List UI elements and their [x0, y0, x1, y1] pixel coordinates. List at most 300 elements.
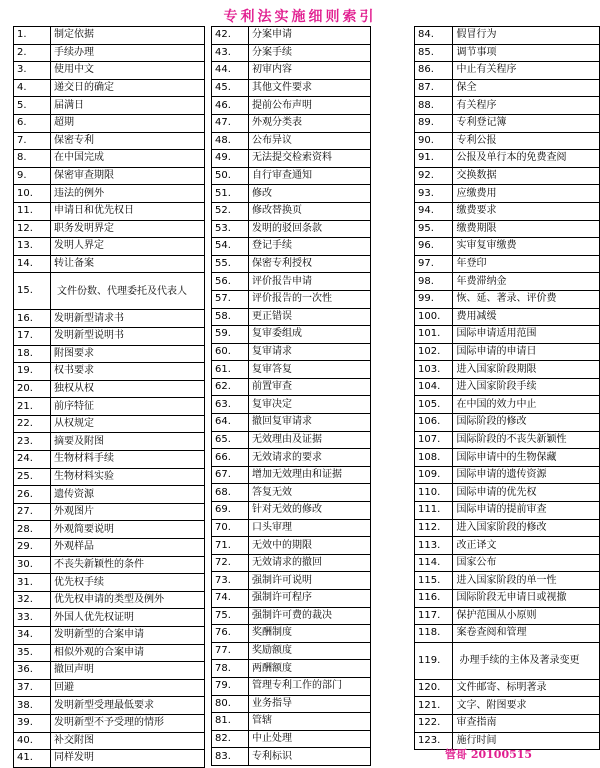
- table-row: [14, 556, 205, 574]
- item-title: 在中国完成: [51, 150, 205, 168]
- item-number: 21.: [14, 398, 51, 416]
- table-row: [14, 415, 205, 433]
- item-number: 67.: [212, 466, 249, 484]
- table-row: [14, 44, 205, 62]
- item-number: 3.: [14, 62, 51, 80]
- item-number: 120.: [415, 679, 453, 697]
- table-row: [212, 730, 371, 748]
- item-number: 44.: [212, 62, 249, 80]
- table-row: [415, 27, 600, 45]
- item-number: 29.: [14, 539, 51, 557]
- item-title: 登记手续: [249, 238, 371, 256]
- table-row: [14, 62, 205, 80]
- item-number: 53.: [212, 220, 249, 238]
- item-title: 从权规定: [51, 415, 205, 433]
- item-title: 无效请求的撤回: [249, 554, 371, 572]
- item-title: 应缴费用: [453, 185, 600, 203]
- item-number: 33.: [14, 609, 51, 627]
- item-title: 假冒行为: [453, 27, 600, 45]
- table-row: [14, 27, 205, 45]
- item-number: 6.: [14, 114, 51, 132]
- table-row: [212, 97, 371, 115]
- item-title: 生物材料实验: [51, 468, 205, 486]
- table-row: [14, 398, 205, 416]
- item-number: 102.: [415, 343, 453, 361]
- item-title: 奖酬制度: [249, 625, 371, 643]
- table-row: [415, 44, 600, 62]
- item-title: 外观分类表: [249, 114, 371, 132]
- table-row: [14, 574, 205, 592]
- table-row: [212, 502, 371, 520]
- table-row: [212, 554, 371, 572]
- item-number: 35.: [14, 644, 51, 662]
- item-title: 国家公布: [453, 554, 600, 572]
- item-number: 73.: [212, 572, 249, 590]
- item-title: 外国人优先权证明: [51, 609, 205, 627]
- item-title: 国际阶段的不丧失新颖性: [453, 431, 600, 449]
- item-number: 31.: [14, 574, 51, 592]
- item-title: 进入国家阶段期限: [453, 361, 600, 379]
- item-number: 99.: [415, 290, 453, 308]
- item-number: 80.: [212, 695, 249, 713]
- item-title: 复审请求: [249, 343, 371, 361]
- item-number: 40.: [14, 732, 51, 750]
- table-row: [212, 343, 371, 361]
- table-row: [415, 238, 600, 256]
- table-row: [415, 132, 600, 150]
- item-title: 权书要求: [51, 363, 205, 381]
- item-number: 75.: [212, 607, 249, 625]
- item-number: 110.: [415, 484, 453, 502]
- table-row: [415, 343, 600, 361]
- item-number: 115.: [415, 572, 453, 590]
- table-row: [415, 697, 600, 715]
- item-title: 发明新型的合案申请: [51, 627, 205, 645]
- item-number: 93.: [415, 185, 453, 203]
- table-row: [14, 609, 205, 627]
- item-number: 122.: [415, 714, 453, 732]
- item-title: 职务发明界定: [51, 220, 205, 238]
- item-title: 递交日的确定: [51, 79, 205, 97]
- item-number: 83.: [212, 748, 249, 766]
- item-title: 评价报告申请: [249, 273, 371, 291]
- item-number: 116.: [415, 590, 453, 608]
- item-title: 实审复审缴费: [453, 238, 600, 256]
- item-title: 国际申请的申请日: [453, 343, 600, 361]
- item-title: 公报及单行本的免费查阅: [453, 150, 600, 168]
- item-title: 文件份数、代理委托及代表人: [51, 273, 205, 310]
- item-title: 不丧失新颖性的条件: [51, 556, 205, 574]
- item-number: 111.: [415, 502, 453, 520]
- item-number: 30.: [14, 556, 51, 574]
- item-number: 71.: [212, 537, 249, 555]
- item-title: 前置审查: [249, 378, 371, 396]
- item-title: 国际申请的遗传资源: [453, 466, 600, 484]
- table-row: [14, 185, 205, 203]
- item-title: 申请日和优先权日: [51, 202, 205, 220]
- table-row: [212, 273, 371, 291]
- item-number: 119.: [415, 642, 453, 679]
- table-row: [14, 697, 205, 715]
- item-title: 优先权手续: [51, 574, 205, 592]
- item-title: 分案手续: [249, 44, 371, 62]
- table-row: [14, 310, 205, 328]
- item-title: 国际申请中的生物保藏: [453, 449, 600, 467]
- item-number: 1.: [14, 27, 51, 45]
- table-row: [212, 62, 371, 80]
- table-row: [212, 449, 371, 467]
- page-title: 专利法实施细则索引: [223, 9, 377, 25]
- item-title: 转让备案: [51, 255, 205, 273]
- item-title: 制定依据: [51, 27, 205, 45]
- table-row: [415, 150, 600, 168]
- item-title: 附图要求: [51, 345, 205, 363]
- item-title: 管理专利工作的部门: [249, 677, 371, 695]
- table-row: [212, 642, 371, 660]
- table-row: [14, 114, 205, 132]
- item-number: 27.: [14, 503, 51, 521]
- item-title: 答复无效: [249, 484, 371, 502]
- item-number: 14.: [14, 255, 51, 273]
- item-number: 45.: [212, 79, 249, 97]
- item-title: 缴费期限: [453, 220, 600, 238]
- item-title: 同样发明: [51, 750, 205, 768]
- item-number: 118.: [415, 625, 453, 643]
- item-number: 62.: [212, 378, 249, 396]
- item-number: 47.: [212, 114, 249, 132]
- table-row: [415, 255, 600, 273]
- item-title: 在中国的效力中止: [453, 396, 600, 414]
- item-title: 外观样品: [51, 539, 205, 557]
- table-row: [212, 396, 371, 414]
- item-title: 发明新型受理最低要求: [51, 697, 205, 715]
- item-number: 103.: [415, 361, 453, 379]
- item-number: 81.: [212, 713, 249, 731]
- table-row: [14, 167, 205, 185]
- item-title: 国际申请的优先权: [453, 484, 600, 502]
- item-number: 96.: [415, 238, 453, 256]
- item-title: 前序特征: [51, 398, 205, 416]
- item-title: 恢、延、著录、评价费: [453, 290, 600, 308]
- table-row: [212, 414, 371, 432]
- table-row: [14, 627, 205, 645]
- item-title: 奖励额度: [249, 642, 371, 660]
- item-title: 保密审查期限: [51, 167, 205, 185]
- item-title: 缴费要求: [453, 202, 600, 220]
- table-row: [14, 591, 205, 609]
- item-title: 增加无效理由和证据: [249, 466, 371, 484]
- item-number: 123.: [415, 732, 453, 750]
- table-row: [415, 554, 600, 572]
- table-row: [212, 519, 371, 537]
- item-title: 撤回声明: [51, 662, 205, 680]
- item-number: 16.: [14, 310, 51, 328]
- item-number: 26.: [14, 486, 51, 504]
- item-number: 68.: [212, 484, 249, 502]
- table-row: [212, 44, 371, 62]
- item-title: 保密专利授权: [249, 255, 371, 273]
- table-row: [415, 607, 600, 625]
- item-title: 专利公报: [453, 132, 600, 150]
- table-row: [14, 521, 205, 539]
- item-number: 12.: [14, 220, 51, 238]
- item-title: 强制许可程序: [249, 590, 371, 608]
- table-row: [212, 308, 371, 326]
- item-title: 无效理由及证据: [249, 431, 371, 449]
- item-number: 23.: [14, 433, 51, 451]
- table-row: [415, 519, 600, 537]
- item-number: 113.: [415, 537, 453, 555]
- table-row: [212, 79, 371, 97]
- table-row: [14, 732, 205, 750]
- table-row: [415, 361, 600, 379]
- item-number: 77.: [212, 642, 249, 660]
- item-title: 发明新型说明书: [51, 327, 205, 345]
- item-title: 审查指南: [453, 714, 600, 732]
- item-number: 59.: [212, 326, 249, 344]
- item-title: 国际阶段的修改: [453, 414, 600, 432]
- item-number: 70.: [212, 519, 249, 537]
- item-title: 外观图片: [51, 503, 205, 521]
- table-row: [415, 220, 600, 238]
- item-number: 85.: [415, 44, 453, 62]
- item-title: 年费滞纳金: [453, 273, 600, 291]
- table-row: [415, 449, 600, 467]
- item-title: 进入国家阶段的单一性: [453, 572, 600, 590]
- table-row: [14, 486, 205, 504]
- table-row: [415, 79, 600, 97]
- table-row: [212, 27, 371, 45]
- item-number: 22.: [14, 415, 51, 433]
- table-row: [14, 539, 205, 557]
- item-number: 101.: [415, 326, 453, 344]
- index-table-1: [13, 26, 205, 768]
- table-row: [415, 114, 600, 132]
- table-row: [212, 537, 371, 555]
- item-number: 64.: [212, 414, 249, 432]
- table-row: [415, 642, 600, 679]
- table-row: [415, 537, 600, 555]
- item-title: 年登印: [453, 255, 600, 273]
- item-number: 38.: [14, 697, 51, 715]
- table-row: [212, 607, 371, 625]
- table-row: [14, 202, 205, 220]
- item-title: 生物材料手续: [51, 451, 205, 469]
- table-row: [212, 484, 371, 502]
- table-row: [14, 150, 205, 168]
- item-title: 专利标识: [249, 748, 371, 766]
- item-title: 独权从权: [51, 380, 205, 398]
- item-number: 78.: [212, 660, 249, 678]
- item-number: 112.: [415, 519, 453, 537]
- table-row: [212, 466, 371, 484]
- item-number: 79.: [212, 677, 249, 695]
- item-title: 修改替换页: [249, 202, 371, 220]
- item-number: 11.: [14, 202, 51, 220]
- item-title: 无效中的期限: [249, 537, 371, 555]
- table-row: [415, 308, 600, 326]
- item-number: 121.: [415, 697, 453, 715]
- item-number: 106.: [415, 414, 453, 432]
- item-title: 费用减缓: [453, 308, 600, 326]
- table-row: [415, 502, 600, 520]
- item-number: 49.: [212, 150, 249, 168]
- item-title: 违法的例外: [51, 185, 205, 203]
- item-title: 管辖: [249, 713, 371, 731]
- table-row: [14, 97, 205, 115]
- table-row: [14, 255, 205, 273]
- table-row: [14, 679, 205, 697]
- table-row: [14, 363, 205, 381]
- table-row: [212, 431, 371, 449]
- item-number: 108.: [415, 449, 453, 467]
- table-row: [415, 62, 600, 80]
- item-number: 61.: [212, 361, 249, 379]
- index-table-2: [211, 26, 371, 766]
- item-title: 提前公布声明: [249, 97, 371, 115]
- item-number: 63.: [212, 396, 249, 414]
- item-number: 74.: [212, 590, 249, 608]
- item-title: 中止有关程序: [453, 62, 600, 80]
- item-number: 107.: [415, 431, 453, 449]
- item-number: 28.: [14, 521, 51, 539]
- item-number: 72.: [212, 554, 249, 572]
- item-number: 50.: [212, 167, 249, 185]
- item-title: 相似外观的合案申请: [51, 644, 205, 662]
- table-row: [212, 660, 371, 678]
- table-row: [212, 150, 371, 168]
- item-number: 2.: [14, 44, 51, 62]
- item-number: 52.: [212, 202, 249, 220]
- item-title: 专利登记簿: [453, 114, 600, 132]
- item-title: 改正译文: [453, 537, 600, 555]
- item-number: 117.: [415, 607, 453, 625]
- item-number: 56.: [212, 273, 249, 291]
- index-table-3: [414, 26, 600, 750]
- item-title: 中止处理: [249, 730, 371, 748]
- item-title: 摘要及附图: [51, 433, 205, 451]
- item-title: 发明新型不予受理的情形: [51, 714, 205, 732]
- item-number: 104.: [415, 378, 453, 396]
- item-number: 86.: [415, 62, 453, 80]
- item-number: 90.: [415, 132, 453, 150]
- table-row: [415, 484, 600, 502]
- item-title: 公布异议: [249, 132, 371, 150]
- table-row: [415, 590, 600, 608]
- item-title: 进入国家阶段的修改: [453, 519, 600, 537]
- item-number: 92.: [415, 167, 453, 185]
- item-title: 超期: [51, 114, 205, 132]
- table-row: [14, 433, 205, 451]
- item-title: 强制许可说明: [249, 572, 371, 590]
- item-title: 撤回复审请求: [249, 414, 371, 432]
- item-number: 60.: [212, 343, 249, 361]
- item-number: 19.: [14, 363, 51, 381]
- item-title: 复审答复: [249, 361, 371, 379]
- table-row: [212, 677, 371, 695]
- item-number: 88.: [415, 97, 453, 115]
- item-number: 34.: [14, 627, 51, 645]
- item-title: 业务指导: [249, 695, 371, 713]
- item-number: 65.: [212, 431, 249, 449]
- table-row: [14, 220, 205, 238]
- table-row: [14, 714, 205, 732]
- table-row: [415, 414, 600, 432]
- item-number: 97.: [415, 255, 453, 273]
- table-row: [212, 238, 371, 256]
- item-number: 55.: [212, 255, 249, 273]
- item-number: 109.: [415, 466, 453, 484]
- item-number: 39.: [14, 714, 51, 732]
- item-title: 强制许可费的裁决: [249, 607, 371, 625]
- item-number: 32.: [14, 591, 51, 609]
- item-number: 58.: [212, 308, 249, 326]
- table-row: [415, 431, 600, 449]
- table-row: [415, 572, 600, 590]
- table-row: [212, 202, 371, 220]
- table-row: [415, 202, 600, 220]
- item-number: 114.: [415, 554, 453, 572]
- item-title: 复审决定: [249, 396, 371, 414]
- table-row: [415, 679, 600, 697]
- table-row: [14, 327, 205, 345]
- table-row: [14, 662, 205, 680]
- item-title: 进入国家阶段手续: [453, 378, 600, 396]
- item-title: 自行审查通知: [249, 167, 371, 185]
- item-title: 更正错误: [249, 308, 371, 326]
- item-title: 调节事项: [453, 44, 600, 62]
- item-title: 国际申请适用范围: [453, 326, 600, 344]
- table-row: [212, 748, 371, 766]
- table-row: [212, 114, 371, 132]
- item-title: 文件邮寄、标明著录: [453, 679, 600, 697]
- item-title: 保护范围从小原则: [453, 607, 600, 625]
- table-row: [415, 714, 600, 732]
- item-number: 25.: [14, 468, 51, 486]
- table-row: [415, 290, 600, 308]
- item-title: 回避: [51, 679, 205, 697]
- item-number: 98.: [415, 273, 453, 291]
- item-number: 48.: [212, 132, 249, 150]
- table-row: [212, 290, 371, 308]
- item-title: 优先权申请的类型及例外: [51, 591, 205, 609]
- item-number: 57.: [212, 290, 249, 308]
- item-number: 91.: [415, 150, 453, 168]
- table-row: [14, 451, 205, 469]
- item-title: 无法提交检索资料: [249, 150, 371, 168]
- table-row: [415, 625, 600, 643]
- item-title: 国际阶段无申请日或视撤: [453, 590, 600, 608]
- item-title: 使用中文: [51, 62, 205, 80]
- table-row: [14, 468, 205, 486]
- table-row: [415, 326, 600, 344]
- item-number: 15.: [14, 273, 51, 310]
- item-number: 13.: [14, 238, 51, 256]
- item-title: 办理手续的主体及著录变更: [453, 642, 600, 679]
- item-title: 无效请求的要求: [249, 449, 371, 467]
- item-number: 84.: [415, 27, 453, 45]
- table-row: [14, 503, 205, 521]
- item-number: 8.: [14, 150, 51, 168]
- item-number: 24.: [14, 451, 51, 469]
- item-title: 发明人界定: [51, 238, 205, 256]
- item-number: 20.: [14, 380, 51, 398]
- table-row: [14, 79, 205, 97]
- item-title: 补交附图: [51, 732, 205, 750]
- item-number: 18.: [14, 345, 51, 363]
- table-row: [14, 273, 205, 310]
- item-number: 41.: [14, 750, 51, 768]
